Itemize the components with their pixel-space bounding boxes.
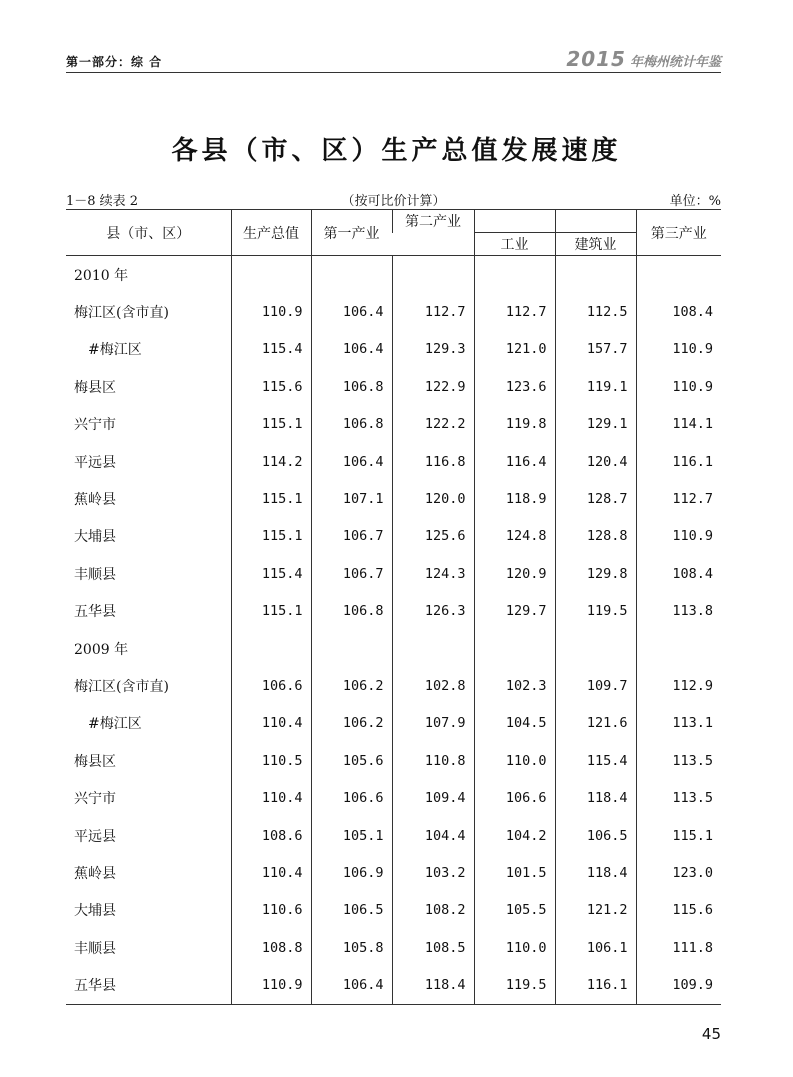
value-cell: 118.4 <box>392 966 474 1004</box>
value-cell: 113.1 <box>636 705 721 742</box>
table-row <box>66 854 721 891</box>
value-cell: 121.6 <box>555 705 636 742</box>
value-cell: 116.4 <box>474 443 555 480</box>
table-number: 1－8 续表 2 <box>66 194 139 209</box>
page-title: 各县（市、区）生产总值发展速度 <box>171 136 622 166</box>
value-cell: 108.2 <box>392 892 474 929</box>
value-cell: 108.4 <box>636 555 721 592</box>
value-cell: 105.1 <box>311 817 392 854</box>
value-cell: 110.6 <box>231 892 311 929</box>
value-cell: 118.4 <box>555 779 636 816</box>
value-cell <box>231 630 311 667</box>
value-cell: 120.4 <box>555 443 636 480</box>
col-construction: 建筑业 <box>555 233 636 256</box>
value-cell: 118.9 <box>474 480 555 517</box>
value-cell: 123.6 <box>474 368 555 405</box>
value-cell: 122.2 <box>392 406 474 443</box>
value-cell: 106.6 <box>474 779 555 816</box>
county-name: #梅江区 <box>88 716 142 733</box>
value-cell: 110.4 <box>231 705 311 742</box>
value-cell: 119.5 <box>474 966 555 1004</box>
yearbook-year: 2015 <box>566 47 626 71</box>
value-cell: 123.0 <box>636 854 721 891</box>
value-cell: 110.8 <box>392 742 474 779</box>
value-cell: 106.4 <box>311 293 392 330</box>
value-cell: 110.9 <box>636 368 721 405</box>
value-cell: 114.1 <box>636 406 721 443</box>
value-cell: 109.9 <box>636 966 721 1004</box>
value-cell: 105.6 <box>311 742 392 779</box>
value-cell: 106.5 <box>555 817 636 854</box>
table-row <box>66 779 721 816</box>
col-primary: 第一产业 <box>311 210 392 256</box>
value-cell <box>555 256 636 294</box>
value-cell: 115.1 <box>231 593 311 630</box>
county-name: 五华县 <box>66 966 231 1004</box>
value-cell: 105.8 <box>311 929 392 966</box>
value-cell: 110.0 <box>474 929 555 966</box>
county-name: 兴宁市 <box>74 791 116 808</box>
county-name: 平远县 <box>74 454 116 471</box>
value-cell: 109.4 <box>392 779 474 816</box>
county-name: 大埔县 <box>74 529 116 546</box>
table-row <box>66 518 721 555</box>
value-cell: 110.9 <box>636 331 721 368</box>
value-cell: 129.1 <box>555 406 636 443</box>
county-name: 梅县区 <box>74 379 116 396</box>
value-cell: 115.1 <box>231 406 311 443</box>
col-secondary: 第二产业 <box>392 210 474 233</box>
value-cell <box>392 256 474 294</box>
county-name: 五华县 <box>74 604 116 621</box>
value-cell: 157.7 <box>555 331 636 368</box>
value-cell: 115.1 <box>231 518 311 555</box>
value-cell: 128.7 <box>555 480 636 517</box>
table-unit: 单位：% <box>669 194 721 209</box>
county-name: 梅江区(含市直) <box>74 305 169 322</box>
value-cell: 118.4 <box>555 854 636 891</box>
value-cell: 115.4 <box>231 331 311 368</box>
value-cell: 110.0 <box>474 742 555 779</box>
value-cell <box>555 630 636 667</box>
value-cell: 119.1 <box>555 368 636 405</box>
value-cell: 106.5 <box>311 892 392 929</box>
value-cell: 110.4 <box>231 779 311 816</box>
value-cell: 115.4 <box>555 742 636 779</box>
value-cell: 106.8 <box>311 406 392 443</box>
value-cell: 113.5 <box>636 742 721 779</box>
value-cell: 110.9 <box>231 293 311 330</box>
value-cell: 105.5 <box>474 892 555 929</box>
value-cell: 103.2 <box>392 854 474 891</box>
value-cell: 106.8 <box>311 593 392 630</box>
table-row <box>66 368 721 405</box>
value-cell <box>392 630 474 667</box>
yearbook-header <box>566 47 721 71</box>
county-name: 蕉岭县 <box>74 865 116 882</box>
county-name: #梅江区 <box>88 342 142 359</box>
value-cell: 112.7 <box>636 480 721 517</box>
table-row <box>66 742 721 779</box>
year-group-row <box>66 630 721 667</box>
value-cell: 110.9 <box>231 966 311 1004</box>
value-cell: 129.3 <box>392 331 474 368</box>
value-cell: 120.9 <box>474 555 555 592</box>
value-cell: 129.8 <box>555 555 636 592</box>
value-cell: 115.6 <box>231 368 311 405</box>
col-industry: 工业 <box>474 233 555 256</box>
county-name: 蕉岭县 <box>74 492 116 509</box>
county-name: 大埔县 <box>74 903 116 920</box>
value-cell: 106.2 <box>311 705 392 742</box>
value-cell: 112.7 <box>474 293 555 330</box>
value-cell: 114.2 <box>231 443 311 480</box>
value-cell: 106.8 <box>311 368 392 405</box>
value-cell: 119.8 <box>474 406 555 443</box>
value-cell: 115.4 <box>231 555 311 592</box>
value-cell: 116.1 <box>636 443 721 480</box>
value-cell: 101.5 <box>474 854 555 891</box>
yearbook-name: 年梅州统计年鉴 <box>629 55 721 70</box>
value-cell: 111.8 <box>636 929 721 966</box>
value-cell: 106.7 <box>311 518 392 555</box>
value-cell <box>231 256 311 294</box>
year-label: 2009 年 <box>74 641 129 658</box>
section-header: 第一部分：综 合 <box>66 55 163 69</box>
value-cell: 115.1 <box>231 480 311 517</box>
value-cell <box>311 256 392 294</box>
value-cell: 121.2 <box>555 892 636 929</box>
table-row <box>66 331 721 368</box>
value-cell: 104.2 <box>474 817 555 854</box>
value-cell <box>636 256 721 294</box>
table-note: （按可比价计算） <box>341 194 446 209</box>
table-row <box>66 892 721 929</box>
value-cell: 115.6 <box>636 892 721 929</box>
value-cell: 110.4 <box>231 854 311 891</box>
value-cell: 112.9 <box>636 667 721 704</box>
value-cell: 104.4 <box>392 817 474 854</box>
year-group-row <box>66 256 721 294</box>
table-row <box>66 705 721 742</box>
page-number: 45 <box>701 1025 721 1043</box>
col-county: 县（市、区） <box>66 210 231 256</box>
value-cell: 106.4 <box>311 331 392 368</box>
value-cell: 107.1 <box>311 480 392 517</box>
county-name: 丰顺县 <box>74 940 116 957</box>
value-cell: 120.0 <box>392 480 474 517</box>
value-cell: 108.5 <box>392 929 474 966</box>
year-label: 2010 年 <box>74 267 129 284</box>
table-row <box>66 667 721 704</box>
table-row <box>66 929 721 966</box>
value-cell: 129.7 <box>474 593 555 630</box>
value-cell: 106.4 <box>311 966 392 1004</box>
value-cell: 128.8 <box>555 518 636 555</box>
county-name: 丰顺县 <box>74 566 116 583</box>
county-name: 梅县区 <box>74 753 116 770</box>
value-cell: 124.8 <box>474 518 555 555</box>
value-cell: 108.6 <box>231 817 311 854</box>
growth-table <box>66 209 721 1005</box>
value-cell: 106.2 <box>311 667 392 704</box>
table-meta <box>66 190 721 208</box>
value-cell: 106.6 <box>231 667 311 704</box>
value-cell: 116.1 <box>555 966 636 1004</box>
table-row <box>66 443 721 480</box>
value-cell: 107.9 <box>392 705 474 742</box>
value-cell: 104.5 <box>474 705 555 742</box>
value-cell <box>311 630 392 667</box>
table-row <box>66 555 721 592</box>
value-cell <box>474 630 555 667</box>
value-cell: 106.1 <box>555 929 636 966</box>
value-cell: 110.9 <box>636 518 721 555</box>
value-cell: 108.4 <box>636 293 721 330</box>
value-cell: 102.8 <box>392 667 474 704</box>
value-cell: 106.4 <box>311 443 392 480</box>
value-cell: 112.5 <box>555 293 636 330</box>
table-row <box>66 817 721 854</box>
value-cell: 106.6 <box>311 779 392 816</box>
value-cell: 125.6 <box>392 518 474 555</box>
value-cell: 113.8 <box>636 593 721 630</box>
table-row <box>66 293 721 330</box>
value-cell: 109.7 <box>555 667 636 704</box>
table-row <box>66 593 721 630</box>
value-cell: 115.1 <box>636 817 721 854</box>
table-row <box>66 966 721 1004</box>
value-cell: 121.0 <box>474 331 555 368</box>
value-cell: 108.8 <box>231 929 311 966</box>
table-row <box>66 406 721 443</box>
col-gdp: 生产总值 <box>231 210 311 256</box>
header-rule <box>66 72 721 73</box>
value-cell: 119.5 <box>555 593 636 630</box>
table-row <box>66 480 721 517</box>
value-cell: 112.7 <box>392 293 474 330</box>
value-cell: 126.3 <box>392 593 474 630</box>
county-name: 梅江区(含市直) <box>74 678 169 695</box>
value-cell <box>474 256 555 294</box>
value-cell: 106.7 <box>311 555 392 592</box>
value-cell <box>636 630 721 667</box>
county-name: 兴宁市 <box>74 417 116 434</box>
value-cell: 102.3 <box>474 667 555 704</box>
value-cell: 116.8 <box>392 443 474 480</box>
value-cell: 124.3 <box>392 555 474 592</box>
value-cell: 122.9 <box>392 368 474 405</box>
value-cell: 110.5 <box>231 742 311 779</box>
value-cell: 106.9 <box>311 854 392 891</box>
col-tertiary: 第三产业 <box>636 210 721 256</box>
county-name: 平远县 <box>74 828 116 845</box>
value-cell: 113.5 <box>636 779 721 816</box>
